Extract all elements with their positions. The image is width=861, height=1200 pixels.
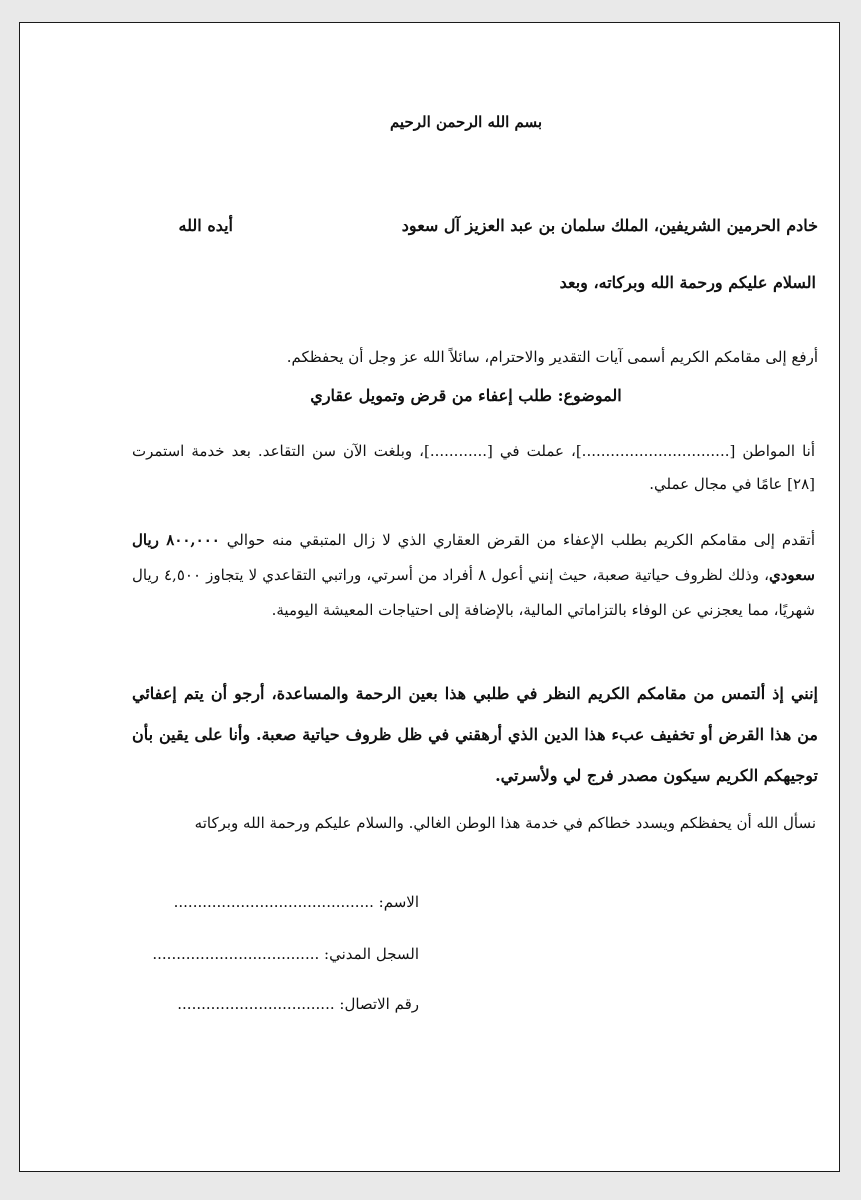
request-text-1: أتقدم إلى مقامكم الكريم بطلب الإعفاء من القرض العقاري الذي لا زال المتبقي منه حوالي [226,531,815,549]
name-label: الاسم: [378,893,419,911]
request-amount: ٨٠٠,٠٠٠ ريال سعودي [132,531,815,584]
addressee-blessing: أيده الله [178,216,233,235]
basmala: بسم الله الرحمن الرحيم [389,113,543,131]
phone-label: رقم الاتصال: [339,995,419,1013]
signature-id-field [119,945,419,963]
id-label: السجل المدني: [324,945,419,963]
request-text-2: ، وذلك لظروف حياتية صعبة، حيث إنني أعول ٨ أفراد من أسرتي، وراتبي التقاعدي لا يتجاوز ٤,٥٠٠ ريال شهريًا، مما يعجزني عن الوفاء بالتزاماتي المالية، بالإضافة إلى احتياجات المعيشة اليومية. [132,566,815,619]
request-paragraph [132,523,815,628]
subject-label: الموضوع: [557,386,622,405]
citizen-paragraph: أنا المواطن [...............................]، عملت في [............]، وبلغت الآن سن التقاعد. بعد خدمة استمرت [٢٨] عامًا في مجال عملي. [132,442,815,493]
plea-paragraph: إنني إذ ألتمس من مقامكم الكريم النظر في طلبي هذا بعين الرحمة والمساعدة، أرجو أن يتم إعفائي من هذا القرض أو تخفيف عبء هذا الدين الذي أرهقني في ظل ظروف حياتية صعبة. وأنا على يقين بأن توجيهكم الكريم سيكون مصدر فرج لي ولأسرتي. [132,684,818,785]
subject-text: طلب إعفاء من قرض وتمويل عقاري [310,386,552,405]
respect-paragraph: أرفع إلى مقامكم الكريم أسمى آيات التقدير والاحترام، سائلاً الله عز وجل أن يحفظكم. [286,348,818,366]
addressee-title: خادم الحرمين الشريفين، الملك سلمان بن عبد العزيز آل سعود [401,216,818,235]
id-blank: ................................... [152,945,320,963]
signature-name-field [119,893,419,911]
phone-blank: ................................. [177,995,335,1013]
greeting: السلام عليكم ورحمة الله وبركاته، وبعد [559,273,816,292]
signature-phone-field [135,995,419,1013]
name-blank: .......................................... [173,893,374,911]
subject-line [132,386,800,405]
closing-paragraph: نسأل الله أن يحفظكم ويسدد خطاكم في خدمة هذا الوطن الغالي. والسلام عليكم ورحمة الله وبركاته [194,814,816,832]
letter-page [19,22,840,1172]
